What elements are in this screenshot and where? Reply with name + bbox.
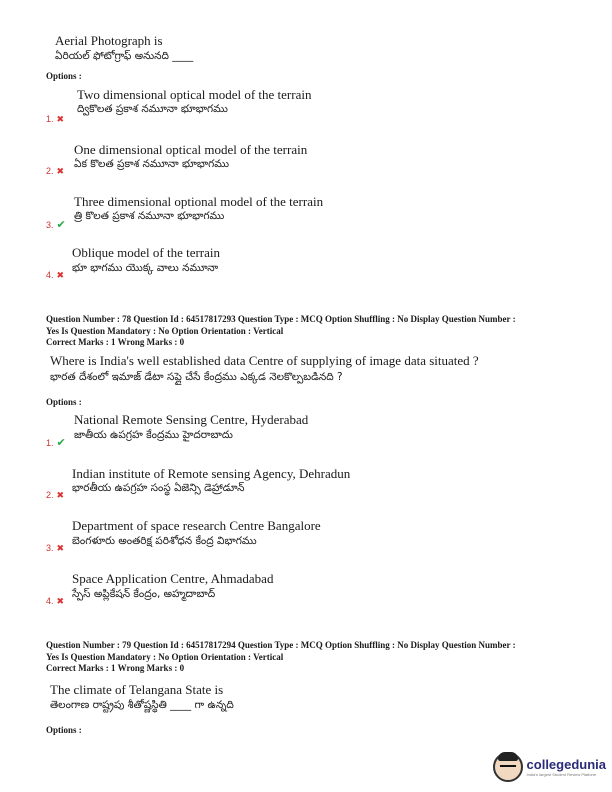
q77-option-3-number: 3. ✔ xyxy=(46,219,66,231)
wrong-mark-icon: ✖ xyxy=(56,166,65,176)
q77-question-te: ఏరియల్ ఫోటోగ్రాఫ్ అనునది ____ xyxy=(55,50,194,62)
q79-question-en: The climate of Telangana State is xyxy=(50,682,224,697)
q79-meta xyxy=(46,640,586,675)
q77-option-1-te: ద్వికొలత ప్రకాశ నమూనా భూభాగము xyxy=(77,103,228,115)
q77-option-4-number: 4. ✖ xyxy=(46,270,65,280)
q78-meta-line1: Question Number : 78 Question Id : 64517817293 Question Type : MCQ Option Shuffling : No Display Question Number : xyxy=(46,314,516,324)
correct-check-icon: ✔ xyxy=(56,219,66,231)
q77-option-3-te: త్రి కొలత ప్రకాశ నమూనా భూభాగము xyxy=(74,210,225,222)
q77-option-3-en: Three dimensional optional model of the terrain xyxy=(74,194,324,209)
wrong-mark-icon: ✖ xyxy=(56,543,65,553)
q79-options-label: Options : xyxy=(46,725,82,735)
wrong-mark-icon: ✖ xyxy=(56,596,65,606)
q77-option-2-en: One dimensional optical model of the terrain xyxy=(74,142,308,157)
q78-option-3-number: 3. ✖ xyxy=(46,543,65,553)
q78-meta-line2: Yes Is Question Mandatory : No Option Orientation : Vertical xyxy=(46,325,284,336)
collegedunia-logo xyxy=(493,752,606,782)
wrong-mark-icon: ✖ xyxy=(56,114,65,124)
q77-option-4-te: భూ భాగము యొక్క వాలు నమూనా xyxy=(72,262,219,274)
q78-option-1-en: National Remote Sensing Centre, Hyderabad xyxy=(74,412,309,427)
wrong-mark-icon: ✖ xyxy=(56,490,65,500)
q78-question-en: Where is India's well established data Centre of supplying of image data situated ? xyxy=(50,353,479,368)
q78-option-2-en: Indian institute of Remote sensing Agency, Dehradun xyxy=(72,466,351,481)
logo-tagline: India's largest Student Review Platform xyxy=(526,772,597,777)
q78-option-2-te: భారతీయ ఉపగ్రహ సంస్థ ఏజెన్సి డెహ్రాడూన్ xyxy=(72,482,245,494)
q78-option-4-te: స్పేస్ అప్లికేషన్ కేంద్రం, అహ్మదాబాద్ xyxy=(72,588,216,600)
q79-marks: Correct Marks : 1 Wrong Marks : 0 xyxy=(46,663,185,673)
mascot-face-icon xyxy=(493,752,523,782)
q78-question-te: భారత దేశంలో ఇమాజ్ డేటా సప్లై చేసే కేంద్రము ఎక్కడ నెలకొల్పబడినది ? xyxy=(50,371,343,383)
q77-options-label: Options : xyxy=(46,71,82,81)
logo-text xyxy=(527,757,606,777)
q78-option-1-te: జాతీయ ఉపగ్రహ కేంద్రము హైదరాబాదు xyxy=(74,429,233,441)
wrong-mark-icon: ✖ xyxy=(56,270,65,280)
q78-option-4-number: 4. ✖ xyxy=(46,596,65,606)
correct-check-icon: ✔ xyxy=(56,437,66,449)
q77-option-2-te: ఏక కొలత ప్రకాశ నమూనా భూభాగము xyxy=(74,158,229,170)
q79-question-te: తెలంగాణ రాష్ట్రపు శీతోష్ణస్థితి ____ గా ఉన్నది xyxy=(50,699,234,711)
q79-meta-line2: Yes Is Question Mandatory : No Option Orientation : Vertical xyxy=(46,651,284,662)
q77-option-4-en: Oblique model of the terrain xyxy=(72,245,221,260)
q78-option-2-number: 2. ✖ xyxy=(46,490,65,500)
q78-option-4-en: Space Application Centre, Ahmadabad xyxy=(72,571,274,586)
logo-name: collegedunia xyxy=(526,757,606,772)
q78-option-3-te: బెంగళూరు అంతరిక్ష పరిశోధన కేంద్ర విభాగము xyxy=(72,535,257,547)
q78-marks: Correct Marks : 1 Wrong Marks : 0 xyxy=(46,337,185,347)
q77-option-2-number: 2. ✖ xyxy=(46,166,65,176)
q78-option-3-en: Department of space research Centre Bangalore xyxy=(72,518,321,533)
q78-option-1-number: 1. ✔ xyxy=(46,437,66,449)
q79-meta-line1: Question Number : 79 Question Id : 64517817294 Question Type : MCQ Option Shuffling : No Display Question Number : xyxy=(46,640,516,650)
q78-meta xyxy=(46,314,586,349)
q78-options-label: Options : xyxy=(46,397,82,407)
q77-option-1-en: Two dimensional optical model of the terrain xyxy=(77,87,312,102)
q77-option-1-number: 1. ✖ xyxy=(46,114,65,124)
q77-question-en: Aerial Photograph is xyxy=(55,33,163,48)
